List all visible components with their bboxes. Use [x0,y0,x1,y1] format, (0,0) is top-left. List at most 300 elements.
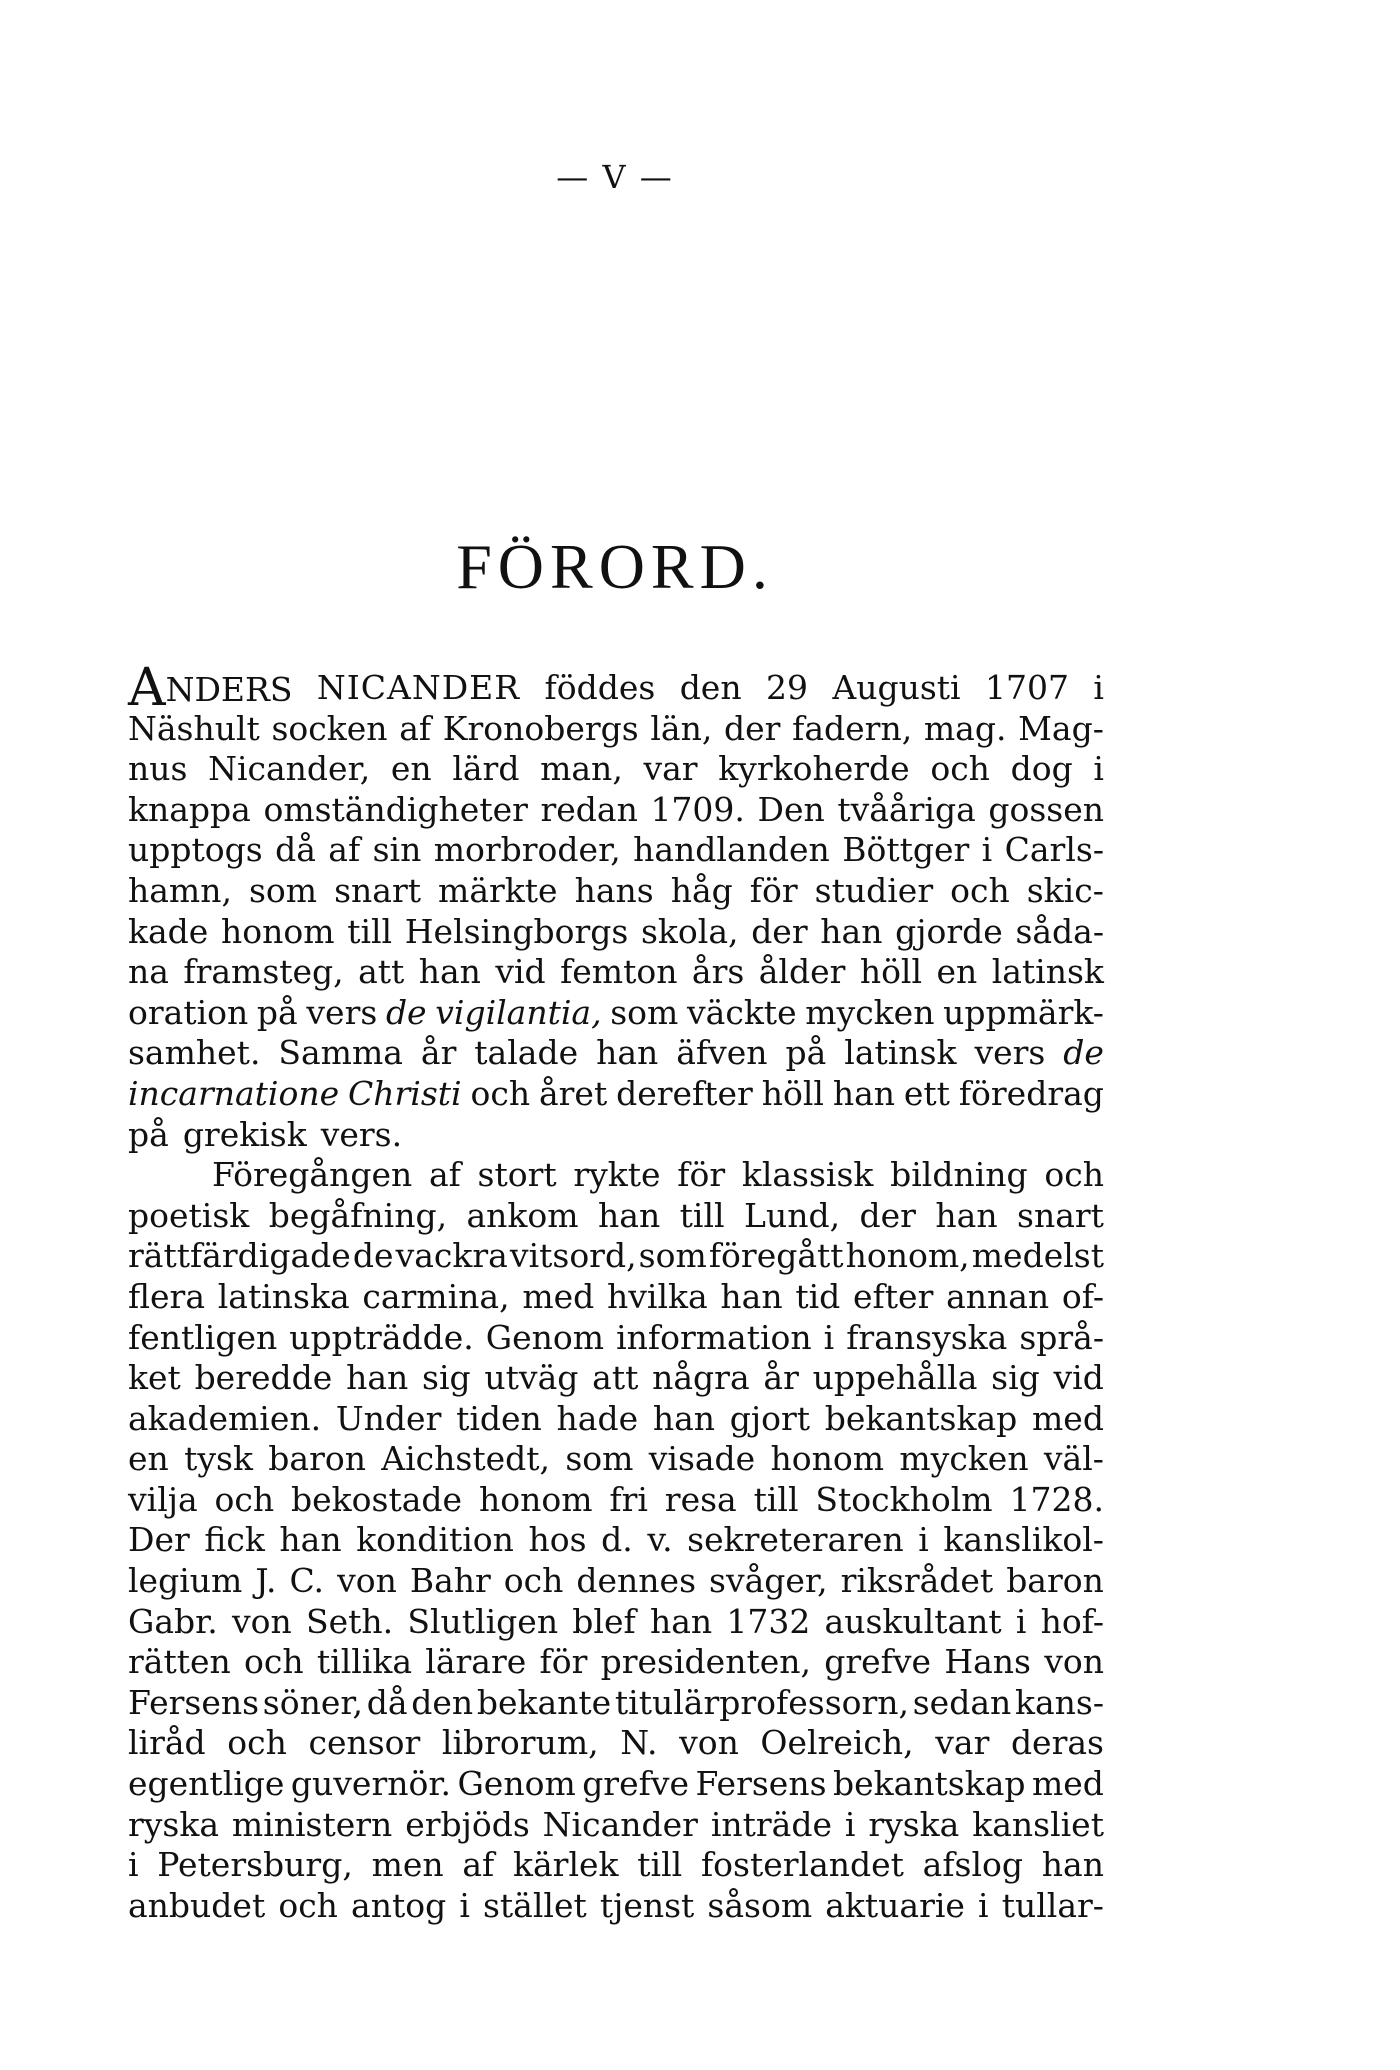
word: vigilantia, [435,992,602,1032]
word: afslog [922,1845,1024,1885]
word: som [248,870,318,910]
word: 29 [766,668,808,707]
word: i [1015,1601,1027,1641]
text-line [128,1886,1104,1927]
word: Slutligen [407,1601,559,1641]
word: bekantskap [824,1398,1018,1438]
word: Genom [485,1317,605,1357]
word: år [420,1033,457,1073]
word: omständigheter [263,789,528,829]
word: svåger, [709,1561,828,1601]
word: tjenst [599,1885,695,1925]
word: medelst [971,1236,1104,1276]
word: latinska [217,1276,350,1316]
word: kyrkoherde [718,749,910,789]
word: och [950,870,1010,910]
word: höll [761,1073,824,1113]
text-line [128,912,1104,953]
word: honom [770,1439,885,1479]
word: såsom [707,1885,813,1925]
word: bildning [890,1155,1028,1195]
word: några [652,1358,750,1398]
word: tullar- [1001,1885,1104,1925]
word: Petersburg, [157,1845,353,1885]
word: von [232,1601,292,1641]
word: hamn, [128,870,232,910]
word: han [652,1398,716,1438]
word: anbudet [128,1885,266,1925]
word: Nicander, [208,749,371,789]
word: morbroder, [433,830,621,870]
word: legium [128,1561,243,1601]
word: och [470,1073,531,1113]
word: skic- [1026,870,1104,910]
word: hof- [1040,1601,1104,1641]
text-line [128,1683,1104,1724]
word: ryska [868,1804,960,1844]
word: censor [308,1723,421,1763]
word: Nicander [542,1804,698,1844]
word: tid [795,1276,841,1316]
word: handlanden [633,830,830,870]
word: vers. [320,1114,403,1154]
word: blef [572,1601,636,1641]
word: gjort [729,1398,810,1438]
word: der [859,1195,916,1235]
word: uppmärk- [943,992,1104,1032]
word: aktuarie [825,1885,965,1925]
word: hade [556,1398,639,1438]
word: ryska [128,1804,220,1844]
word: till [637,1845,683,1885]
word: skola, [641,911,739,951]
text-line [128,830,1104,871]
word: han [596,1033,659,1073]
word: framsteg, [183,952,344,992]
word: 1707 [985,668,1069,707]
word: och [503,1561,564,1601]
word: Böttger [842,830,970,870]
word: akademien. [128,1398,322,1438]
word: såda- [1015,911,1104,951]
word: Aichstedt, [381,1439,551,1479]
word: N. [620,1723,658,1763]
word: kondition [356,1520,514,1560]
text-line [128,658,1104,718]
word: der [724,708,781,748]
word: en [128,1439,169,1479]
word: latinsk [991,952,1104,992]
word: oration [128,992,249,1032]
text-line [128,1033,1104,1074]
word: i [918,1520,929,1560]
word: sin [372,830,422,870]
word: län, [650,708,713,748]
word: vilja [128,1479,198,1519]
text-line [128,1642,1104,1683]
word: ministern [231,1804,393,1844]
word: 1728. [1009,1479,1104,1519]
word: mycken [899,1439,1029,1479]
word: bekostade [291,1479,463,1519]
word: till [753,1479,799,1519]
word: flera [128,1276,205,1316]
word: mag. [923,708,1007,748]
word: håg [670,870,733,910]
word: till [347,911,393,951]
word: sedan [912,1682,1012,1722]
word: år [763,1358,799,1398]
word: Seth. [306,1601,394,1641]
word: begåfning, [268,1195,448,1235]
word: han [820,911,883,951]
word: riksrådet [840,1561,994,1601]
word: att [358,952,405,992]
word: kade [128,911,209,951]
word: med [522,1276,595,1316]
word: på [128,1114,169,1154]
word: Stockholm [815,1479,993,1519]
text-line [128,1439,1104,1480]
word: kärlek [513,1845,619,1885]
word: upptogs [128,830,263,870]
word: poetisk [128,1195,250,1235]
word: hvilka [607,1276,708,1316]
word: kans- [1014,1682,1104,1722]
word: han [418,952,481,992]
word: Helsingborgs [404,911,629,951]
word: der [751,911,808,951]
word: tillika [316,1642,413,1682]
word: till [679,1195,725,1235]
word: ankom [466,1195,579,1235]
word: NDERS [165,670,293,709]
word: uppehålla [812,1358,978,1398]
word: honom, [845,1236,970,1276]
word: med [1032,1398,1104,1438]
word: na [128,952,169,992]
word: annan [946,1276,1050,1316]
word: J. [255,1561,277,1601]
word: vitsord, [509,1236,637,1276]
word: Lund, [744,1195,841,1235]
word: han [649,1601,713,1641]
word: redan [540,789,638,829]
word: föddes [544,668,656,707]
word: studier [814,870,934,910]
word: för [677,1155,726,1195]
text-line [128,1277,1104,1318]
word: fransyska [846,1317,1008,1357]
word: då [366,1682,408,1722]
word: i [844,1804,856,1844]
word: Genom [457,1764,576,1804]
word: för [539,1642,588,1682]
word: talade [474,1033,579,1073]
text-line [128,1115,1104,1156]
word: han [279,1520,342,1560]
word: som [638,1236,707,1276]
word: den [679,668,742,707]
word: i [128,1845,139,1885]
word: mycken [805,992,935,1032]
body-text [128,658,1104,1926]
word: var [643,749,698,789]
word: som [565,1439,634,1479]
text-line [128,1805,1104,1846]
word: antog [351,1885,447,1925]
word: latinsk [844,1033,957,1073]
word: derefter [616,1073,753,1113]
word: v. [647,1520,673,1560]
word: knappa [128,789,251,829]
word: och [214,1479,275,1519]
word: de [1063,1033,1104,1073]
word: väckte [687,992,797,1032]
word: NICANDER [316,668,521,707]
word: bekantskap [832,1764,1026,1804]
word: stället [482,1885,587,1925]
word: deras [1010,1723,1104,1763]
word: märkte [438,870,558,910]
word: fentligen [128,1317,278,1357]
word: tysk [184,1439,253,1479]
word: stort [477,1155,557,1195]
word: fadern, [792,708,913,748]
word: han [1041,1845,1104,1885]
drop-cap: A [128,658,166,718]
word: han [832,1073,896,1113]
word: Föregången [212,1155,413,1195]
text-line [128,1520,1104,1561]
text-line [128,1723,1104,1764]
word: honom [478,1479,593,1519]
word: baron [268,1439,366,1479]
word: hans [574,870,654,910]
word: äfven [676,1033,768,1073]
text-line [128,993,1104,1034]
word: året [538,1073,608,1113]
word: nus [128,749,188,789]
word: efter [853,1276,934,1316]
word: de [352,1236,394,1276]
word: års [691,952,745,992]
word: söner, [262,1682,363,1722]
word: för [749,870,798,910]
word: Samma [278,1033,403,1073]
word: baron [1006,1561,1104,1601]
word: sig [991,1358,1040,1398]
word: och [278,1885,338,1925]
word: Der [128,1520,190,1560]
word: grekisk [182,1114,307,1154]
word: samhet. [128,1033,261,1073]
word: och [930,749,990,789]
word: rätten [128,1642,231,1682]
word: lärd [452,749,520,789]
word: i [459,1885,470,1925]
word: med [1031,1764,1104,1804]
word: Under [335,1398,442,1438]
word: erbjöds [405,1804,530,1844]
word: fick [204,1520,265,1560]
word: bekante [476,1682,612,1722]
text-line [128,1845,1104,1886]
word: femton [560,952,678,992]
word: var [935,1723,990,1763]
word: Mag- [1018,708,1104,748]
word: Gabr. [128,1601,218,1641]
word: men [371,1845,444,1885]
word: sig [422,1358,471,1398]
word: lärare [425,1642,527,1682]
word: ålder [758,952,846,992]
word: Näshult [128,708,260,748]
word: en [390,749,432,789]
word: klassisk [741,1155,874,1195]
word: information [616,1317,812,1357]
word: en [936,952,978,992]
word: höll [859,952,923,992]
word: d. [601,1520,633,1560]
word: i [981,830,993,870]
word: beredde [194,1358,333,1398]
text-line [128,1155,1104,1196]
text-line [128,871,1104,912]
word: tiden [456,1398,542,1438]
first-word [128,658,293,718]
word: snart [334,870,422,910]
word: Fersens [695,1764,827,1804]
word: visade [648,1439,756,1479]
text-line [128,1480,1104,1521]
word: Christi [348,1073,462,1113]
text-line [128,1561,1104,1602]
text-line [128,1358,1104,1399]
word: Augusti [832,668,961,707]
word: af [428,1155,461,1195]
word: af [462,1845,495,1885]
word: vers [974,1033,1046,1073]
word: guvernör. [290,1764,451,1804]
word: inträde [710,1804,832,1844]
word: Kronobergs [442,708,639,748]
word: vackra [395,1236,508,1276]
word: föredrag [958,1073,1104,1113]
word: som [610,992,679,1032]
word: 1732 [726,1601,811,1641]
page-number: — V — [556,158,674,196]
word: socken [271,708,388,748]
text-line [128,790,1104,831]
word: han [935,1195,998,1235]
word: vid [495,952,546,992]
word: 1709. [650,789,745,829]
word: i [1093,668,1104,707]
word: då [275,830,316,870]
word: von [679,1723,739,1763]
word: rykte [573,1155,661,1195]
word: titulärprofessorn, [614,1682,910,1722]
word: och [244,1642,304,1682]
word: of- [1061,1276,1104,1316]
word: på [785,1033,827,1073]
word: och [1044,1155,1104,1195]
word: incarnatione [128,1073,340,1113]
word: föregått [708,1236,844,1276]
text-line [128,1074,1104,1115]
text-line [128,1764,1104,1805]
word: att [592,1358,639,1398]
word: grefve [582,1764,690,1804]
word: liråd [128,1723,206,1763]
word: carmina, [362,1276,510,1316]
word: snart [1017,1195,1104,1235]
word: i [1093,749,1104,789]
word: och [227,1723,287,1763]
text-line [128,952,1104,993]
text-line [128,1318,1104,1359]
word: sekreteraren [687,1520,904,1560]
word: hos [528,1520,587,1560]
word: ett [903,1073,950,1113]
text-line [128,1399,1104,1440]
word: Oelreich, [760,1723,914,1763]
word: utväg [484,1358,579,1398]
word: von [1044,1642,1104,1682]
word: dog [1010,749,1073,789]
word: rättfärdigade [128,1236,351,1276]
word: fosterlandet [700,1845,904,1885]
word: von [337,1561,397,1601]
word: af [399,708,432,748]
word: Carls- [1004,830,1104,870]
word: grefve [824,1642,932,1682]
word: på [256,992,298,1032]
word: af [328,830,361,870]
word: presidenten, [600,1642,811,1682]
word: C. [289,1561,325,1601]
word: kansliet [972,1804,1104,1844]
word: gossen [988,789,1104,829]
word: i [978,1885,989,1925]
word: resa [664,1479,737,1519]
word: fri [609,1479,648,1519]
word: librorum, [441,1723,599,1763]
word: han [598,1195,661,1235]
page-title: FÖRORD. [456,531,774,602]
word: tvååriga [837,789,976,829]
word: den [411,1682,474,1722]
text-line [128,1602,1104,1643]
word: ket [128,1358,181,1398]
text-line [128,1196,1104,1237]
text-line [128,1236,1104,1277]
word: Fersens [128,1682,260,1722]
word: väl- [1043,1439,1104,1479]
word: honom [220,911,335,951]
word: vid [1053,1358,1104,1398]
word: språ- [1019,1317,1104,1357]
word: Hans [944,1642,1031,1682]
word: Bahr [409,1561,491,1601]
word: de [385,992,427,1032]
text-line [128,749,1104,790]
word: han [720,1276,783,1316]
word: uppträdde. [289,1317,474,1357]
word: Den [757,789,825,829]
word: i [823,1317,835,1357]
